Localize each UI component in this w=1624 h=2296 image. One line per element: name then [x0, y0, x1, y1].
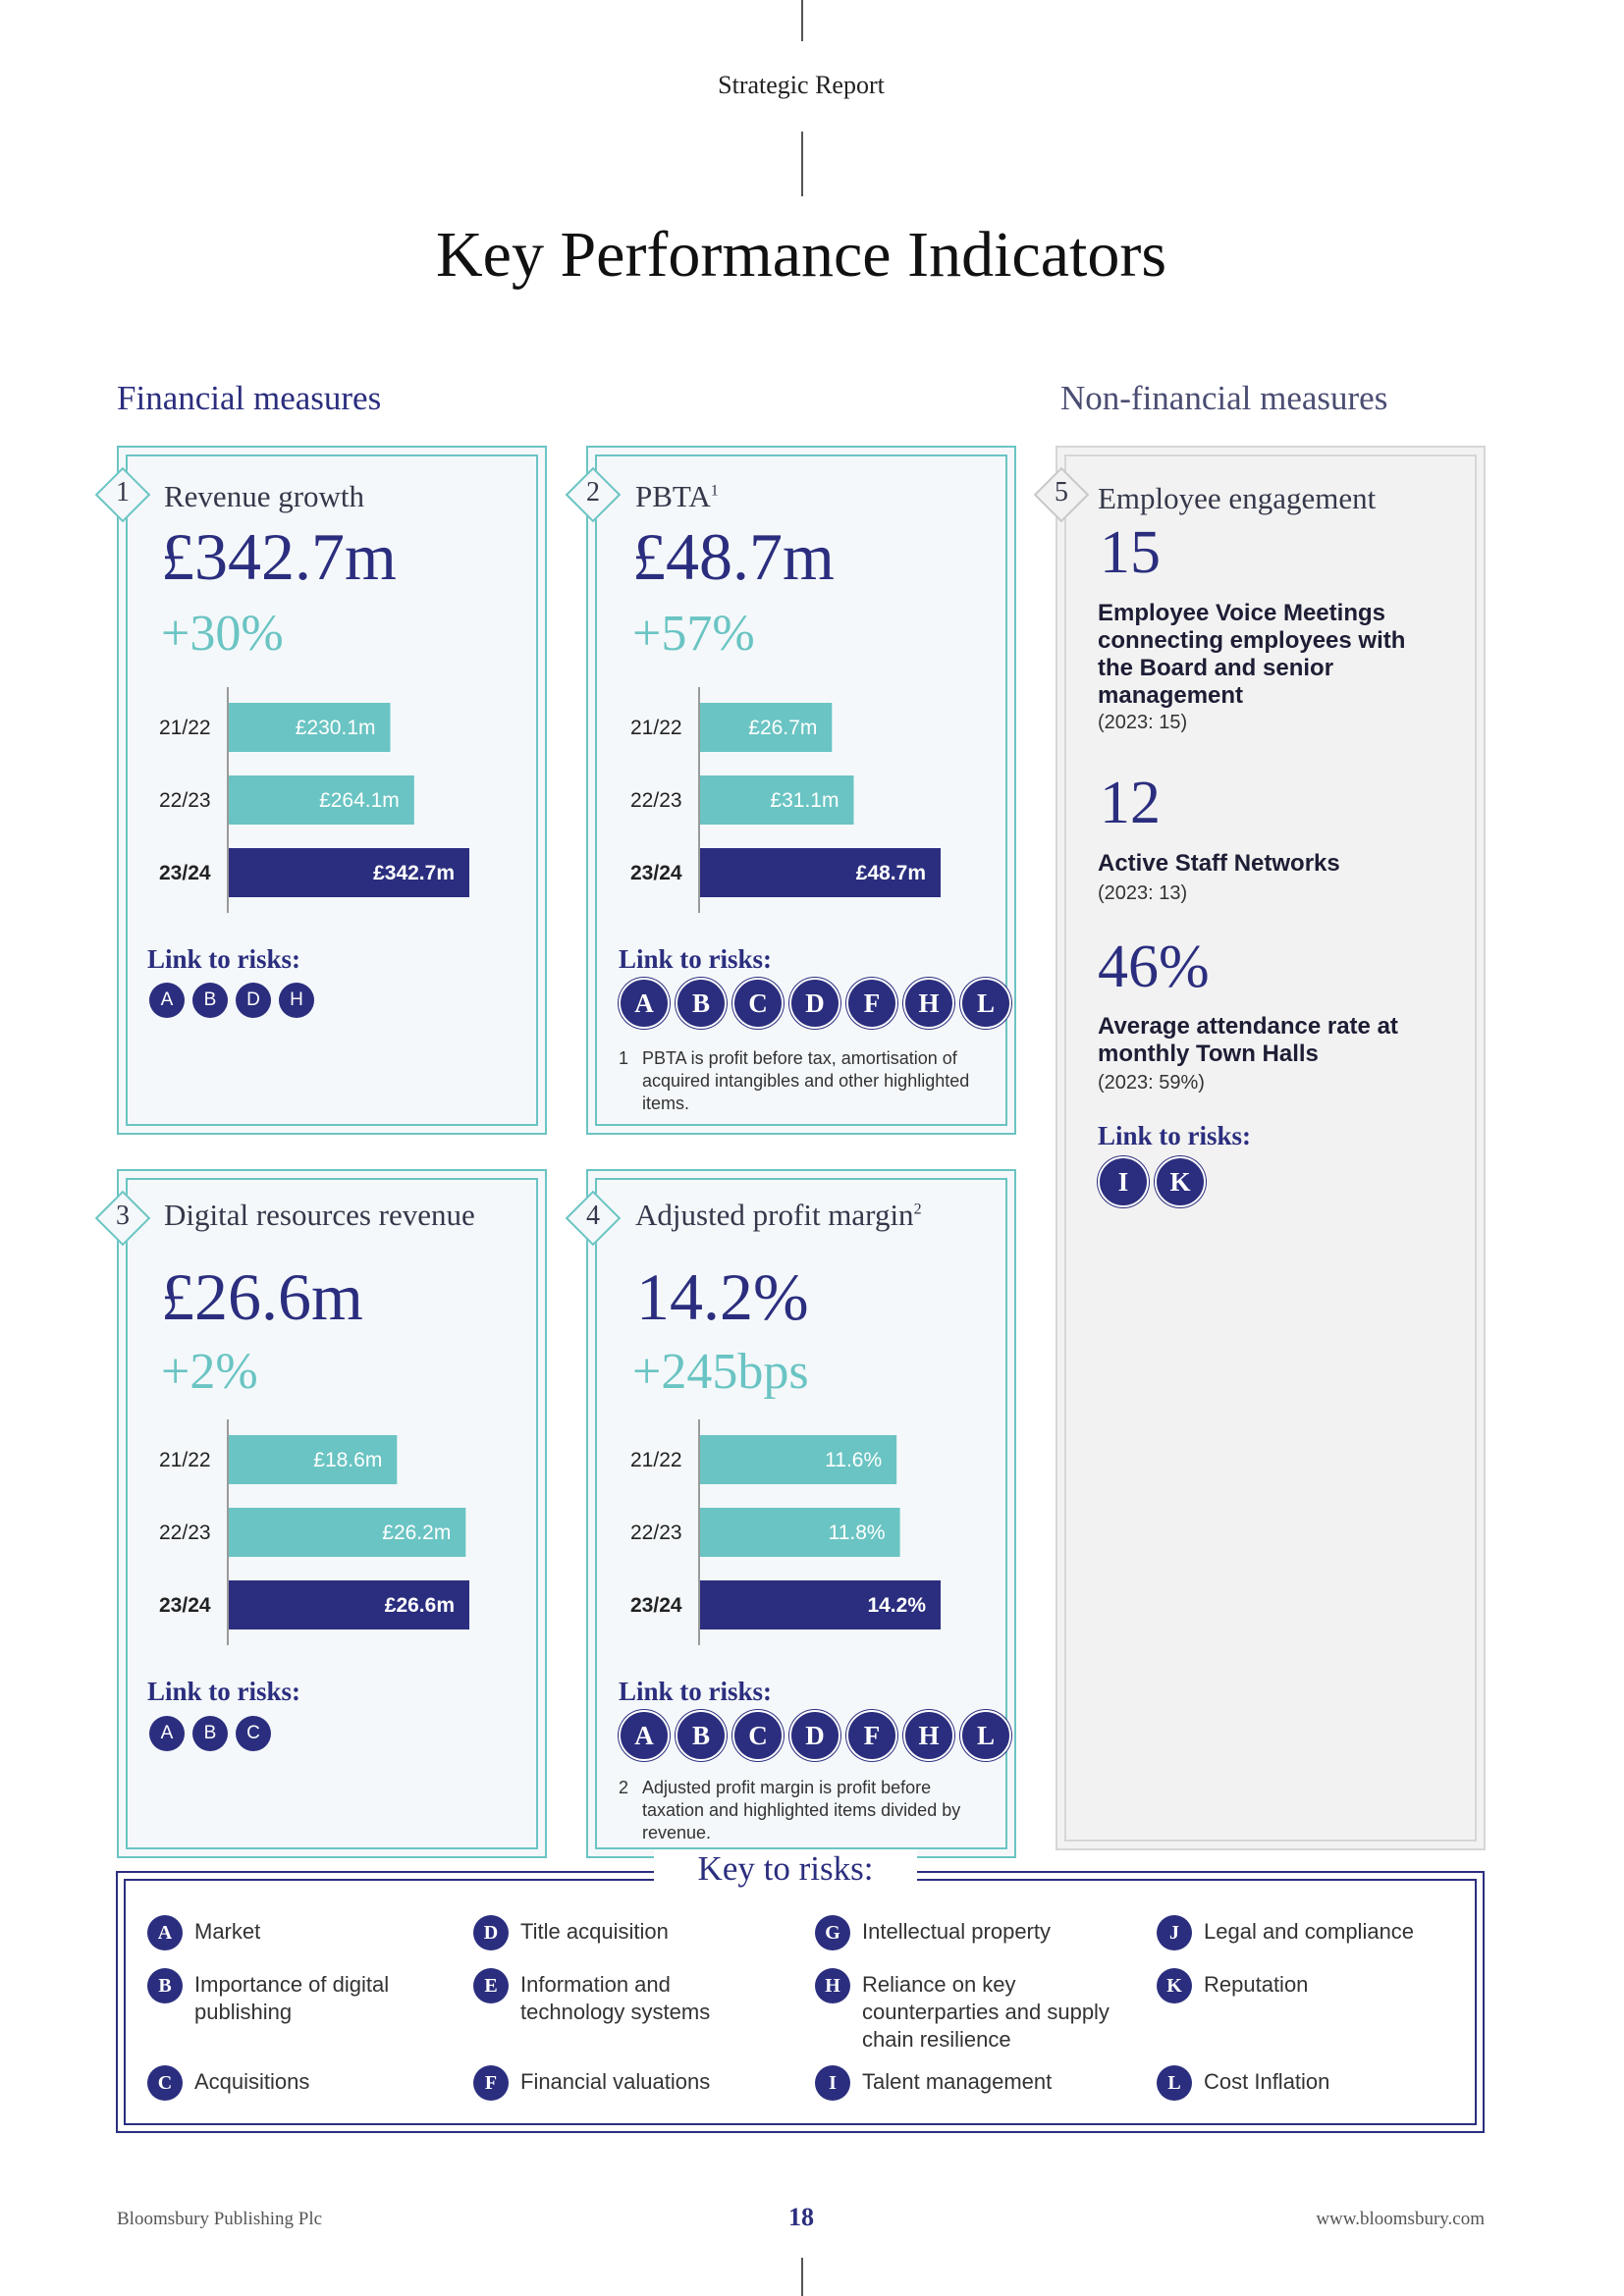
risk-letter-badge: E	[473, 1968, 509, 2003]
engagement-description: Employee Voice Meetings connecting employees with the Board and senior management	[1098, 600, 1406, 709]
category-label: 21/22	[630, 717, 682, 739]
page-title: Key Performance Indicators	[435, 219, 1166, 291]
non-financial-measures-heading: Non-financial measures	[1060, 379, 1388, 417]
link-to-risks-label: Link to risks:	[619, 944, 773, 974]
key-item-e	[473, 1971, 787, 2026]
kpi-title: PBTA$^1$	[635, 479, 719, 513]
key-item-g	[815, 1918, 1129, 1950]
risk-label: Talent management	[862, 2069, 1053, 2094]
link-to-risks-label: Link to risks:	[147, 1677, 301, 1706]
link-to-risks-label: Link to risks:	[619, 1677, 773, 1706]
data-label: £230.1m	[295, 717, 376, 739]
category-label: 23/24	[630, 862, 682, 884]
engagement-prior-year: (2023: 13)	[1098, 882, 1188, 904]
data-label: £48.7m	[855, 862, 926, 884]
risk-label: Cost Inflation	[1204, 2069, 1330, 2094]
kpi-change: +57%	[632, 606, 755, 662]
bottom-divider	[801, 2258, 803, 2296]
risk-badge-c: C	[732, 978, 784, 1029]
link-to-risks-label: Link to risks:	[147, 944, 301, 974]
data-label: £264.1m	[319, 789, 400, 812]
kpi-number: 1	[116, 477, 130, 507]
risk-list	[1098, 1156, 1212, 1207]
data-label: £26.6m	[384, 1594, 455, 1617]
risk-label: Importance of digital publishing	[194, 1972, 390, 2024]
category-label: 23/24	[159, 1594, 211, 1617]
risk-badge-f: F	[846, 978, 897, 1029]
footnote: 2 Adjusted profit margin is profit before taxation and highlighted items divided by revenue.	[619, 1778, 961, 1842]
key-to-risks-title: Key to risks:	[654, 1849, 917, 1889]
risk-letter-badge: D	[473, 1915, 509, 1950]
category-label: 22/23	[159, 789, 211, 812]
risk-badge-a: A	[619, 1710, 670, 1761]
key-item-a	[147, 1918, 461, 1950]
risk-list	[619, 978, 1017, 1029]
engagement-value: 12	[1100, 770, 1161, 836]
key-item-l	[1157, 2068, 1451, 2101]
risk-badge-h: H	[279, 983, 314, 1018]
risk-letter-badge: L	[1157, 2065, 1192, 2101]
risk-label: Information and technology systems	[520, 1972, 711, 2024]
risk-label: Title acquisition	[520, 1919, 669, 1944]
engagement-value: 15	[1100, 519, 1161, 586]
footer-url: www.bloomsbury.com	[1316, 2209, 1485, 2229]
key-item-k	[1157, 1971, 1451, 2003]
category-label: 23/24	[159, 862, 211, 884]
risk-badge-l: L	[960, 1710, 1011, 1761]
risk-label: Reputation	[1204, 1972, 1309, 1997]
bar-chart	[609, 679, 1001, 915]
risk-letter-badge: C	[147, 2065, 183, 2101]
risk-label: Market	[194, 1919, 261, 1944]
kpi-number: 2	[586, 477, 600, 507]
kpi-number: 4	[586, 1201, 600, 1231]
risk-badge-a: A	[149, 1716, 185, 1751]
risk-label: Acquisitions	[194, 2069, 310, 2094]
risk-letter-badge: K	[1157, 1968, 1192, 2003]
risk-badge-a: A	[149, 983, 185, 1018]
risk-letter-badge: J	[1157, 1915, 1192, 1950]
risk-badge-b: B	[192, 1716, 228, 1751]
engagement-value: 46%	[1098, 934, 1210, 1000]
data-label: £18.6m	[313, 1449, 383, 1471]
risk-letter-badge: B	[147, 1968, 183, 2003]
engagement-description: Average attendance rate at monthly Town Halls	[1098, 1013, 1398, 1067]
section-header: Strategic Report	[718, 71, 885, 99]
risk-badge-c: C	[236, 1716, 271, 1751]
financial-measures-heading: Financial measures	[117, 379, 382, 417]
bar-chart	[137, 679, 530, 915]
data-label: 11.6%	[825, 1449, 883, 1471]
risk-badge-b: B	[676, 1710, 727, 1761]
risk-badge-h: H	[903, 978, 954, 1029]
key-item-j	[1157, 1918, 1451, 1950]
key-item-c	[147, 2068, 461, 2101]
risk-list	[619, 1710, 1017, 1761]
data-label: £31.1m	[770, 789, 839, 812]
risk-letter-badge: A	[147, 1915, 183, 1950]
header-divider	[801, 132, 803, 196]
data-label: 14.2%	[867, 1594, 926, 1617]
top-divider	[801, 0, 803, 41]
risk-badge-c: C	[732, 1710, 784, 1761]
footer-company: Bloomsbury Publishing Plc	[117, 2209, 323, 2229]
risk-letter-badge: F	[473, 2065, 509, 2101]
bar-chart	[609, 1412, 1001, 1647]
kpi-value: 14.2%	[636, 1259, 809, 1334]
risk-letter-badge: G	[815, 1915, 850, 1950]
risk-badge-i: I	[1098, 1156, 1149, 1207]
kpi-value: £48.7m	[632, 519, 835, 594]
risk-label: Intellectual property	[862, 1919, 1051, 1944]
data-label: £26.7m	[748, 717, 818, 739]
engagement-prior-year: (2023: 15)	[1098, 712, 1188, 733]
risk-badge-d: D	[789, 1710, 840, 1761]
category-label: 22/23	[630, 1522, 682, 1544]
data-label: £26.2m	[382, 1522, 452, 1544]
kpi-value: £342.7m	[161, 519, 397, 594]
risk-letter-badge: H	[815, 1968, 850, 2003]
bar-chart	[137, 1412, 530, 1647]
key-item-h	[815, 1971, 1129, 2054]
link-to-risks-label: Link to risks:	[1098, 1121, 1252, 1150]
risk-badge-l: L	[960, 978, 1011, 1029]
key-item-i	[815, 2068, 1129, 2101]
kpi-change: +245bps	[632, 1344, 809, 1400]
engagement-prior-year: (2023: 59%)	[1098, 1072, 1205, 1094]
risk-badge-f: F	[846, 1710, 897, 1761]
risk-list	[149, 1716, 279, 1751]
risk-list	[149, 983, 322, 1018]
kpi-title: Digital resources revenue	[164, 1198, 475, 1232]
kpi-number: 3	[116, 1201, 130, 1231]
risk-label: Legal and compliance	[1204, 1919, 1415, 1944]
kpi-value: £26.6m	[161, 1259, 363, 1334]
risk-badge-d: D	[236, 983, 271, 1018]
risk-badge-h: H	[903, 1710, 954, 1761]
kpi-title: Adjusted profit margin$^2$	[635, 1198, 922, 1232]
footnote: 1 PBTA is profit before tax, amortisation of acquired intangibles and other highlighted items.	[619, 1048, 970, 1113]
kpi-title: Employee engagement	[1098, 481, 1377, 515]
category-label: 21/22	[159, 1449, 211, 1471]
data-label: 11.8%	[828, 1522, 886, 1544]
key-item-d	[473, 1918, 787, 1950]
kpi-change: +2%	[161, 1344, 258, 1400]
risk-letter-badge: I	[815, 2065, 850, 2101]
risk-badge-d: D	[789, 978, 840, 1029]
key-item-b	[147, 1971, 461, 2026]
risk-badge-b: B	[676, 978, 727, 1029]
category-label: 22/23	[630, 789, 682, 812]
key-item-f	[473, 2068, 787, 2101]
kpi-number: 5	[1055, 477, 1068, 507]
data-label: £342.7m	[373, 862, 455, 884]
risk-label: Financial valuations	[520, 2069, 711, 2094]
page-number: 18	[788, 2203, 814, 2231]
risk-label: Reliance on key counterparties and supply chain resilience	[862, 1972, 1110, 2052]
category-label: 22/23	[159, 1522, 211, 1544]
risk-badge-k: K	[1155, 1156, 1206, 1207]
engagement-description: Active Staff Networks	[1098, 850, 1340, 877]
risk-badge-a: A	[619, 978, 670, 1029]
category-label: 23/24	[630, 1594, 682, 1617]
category-label: 21/22	[630, 1449, 682, 1471]
risk-badge-b: B	[192, 983, 228, 1018]
category-label: 21/22	[159, 717, 211, 739]
kpi-change: +30%	[161, 606, 284, 662]
kpi-title: Revenue growth	[164, 479, 365, 513]
